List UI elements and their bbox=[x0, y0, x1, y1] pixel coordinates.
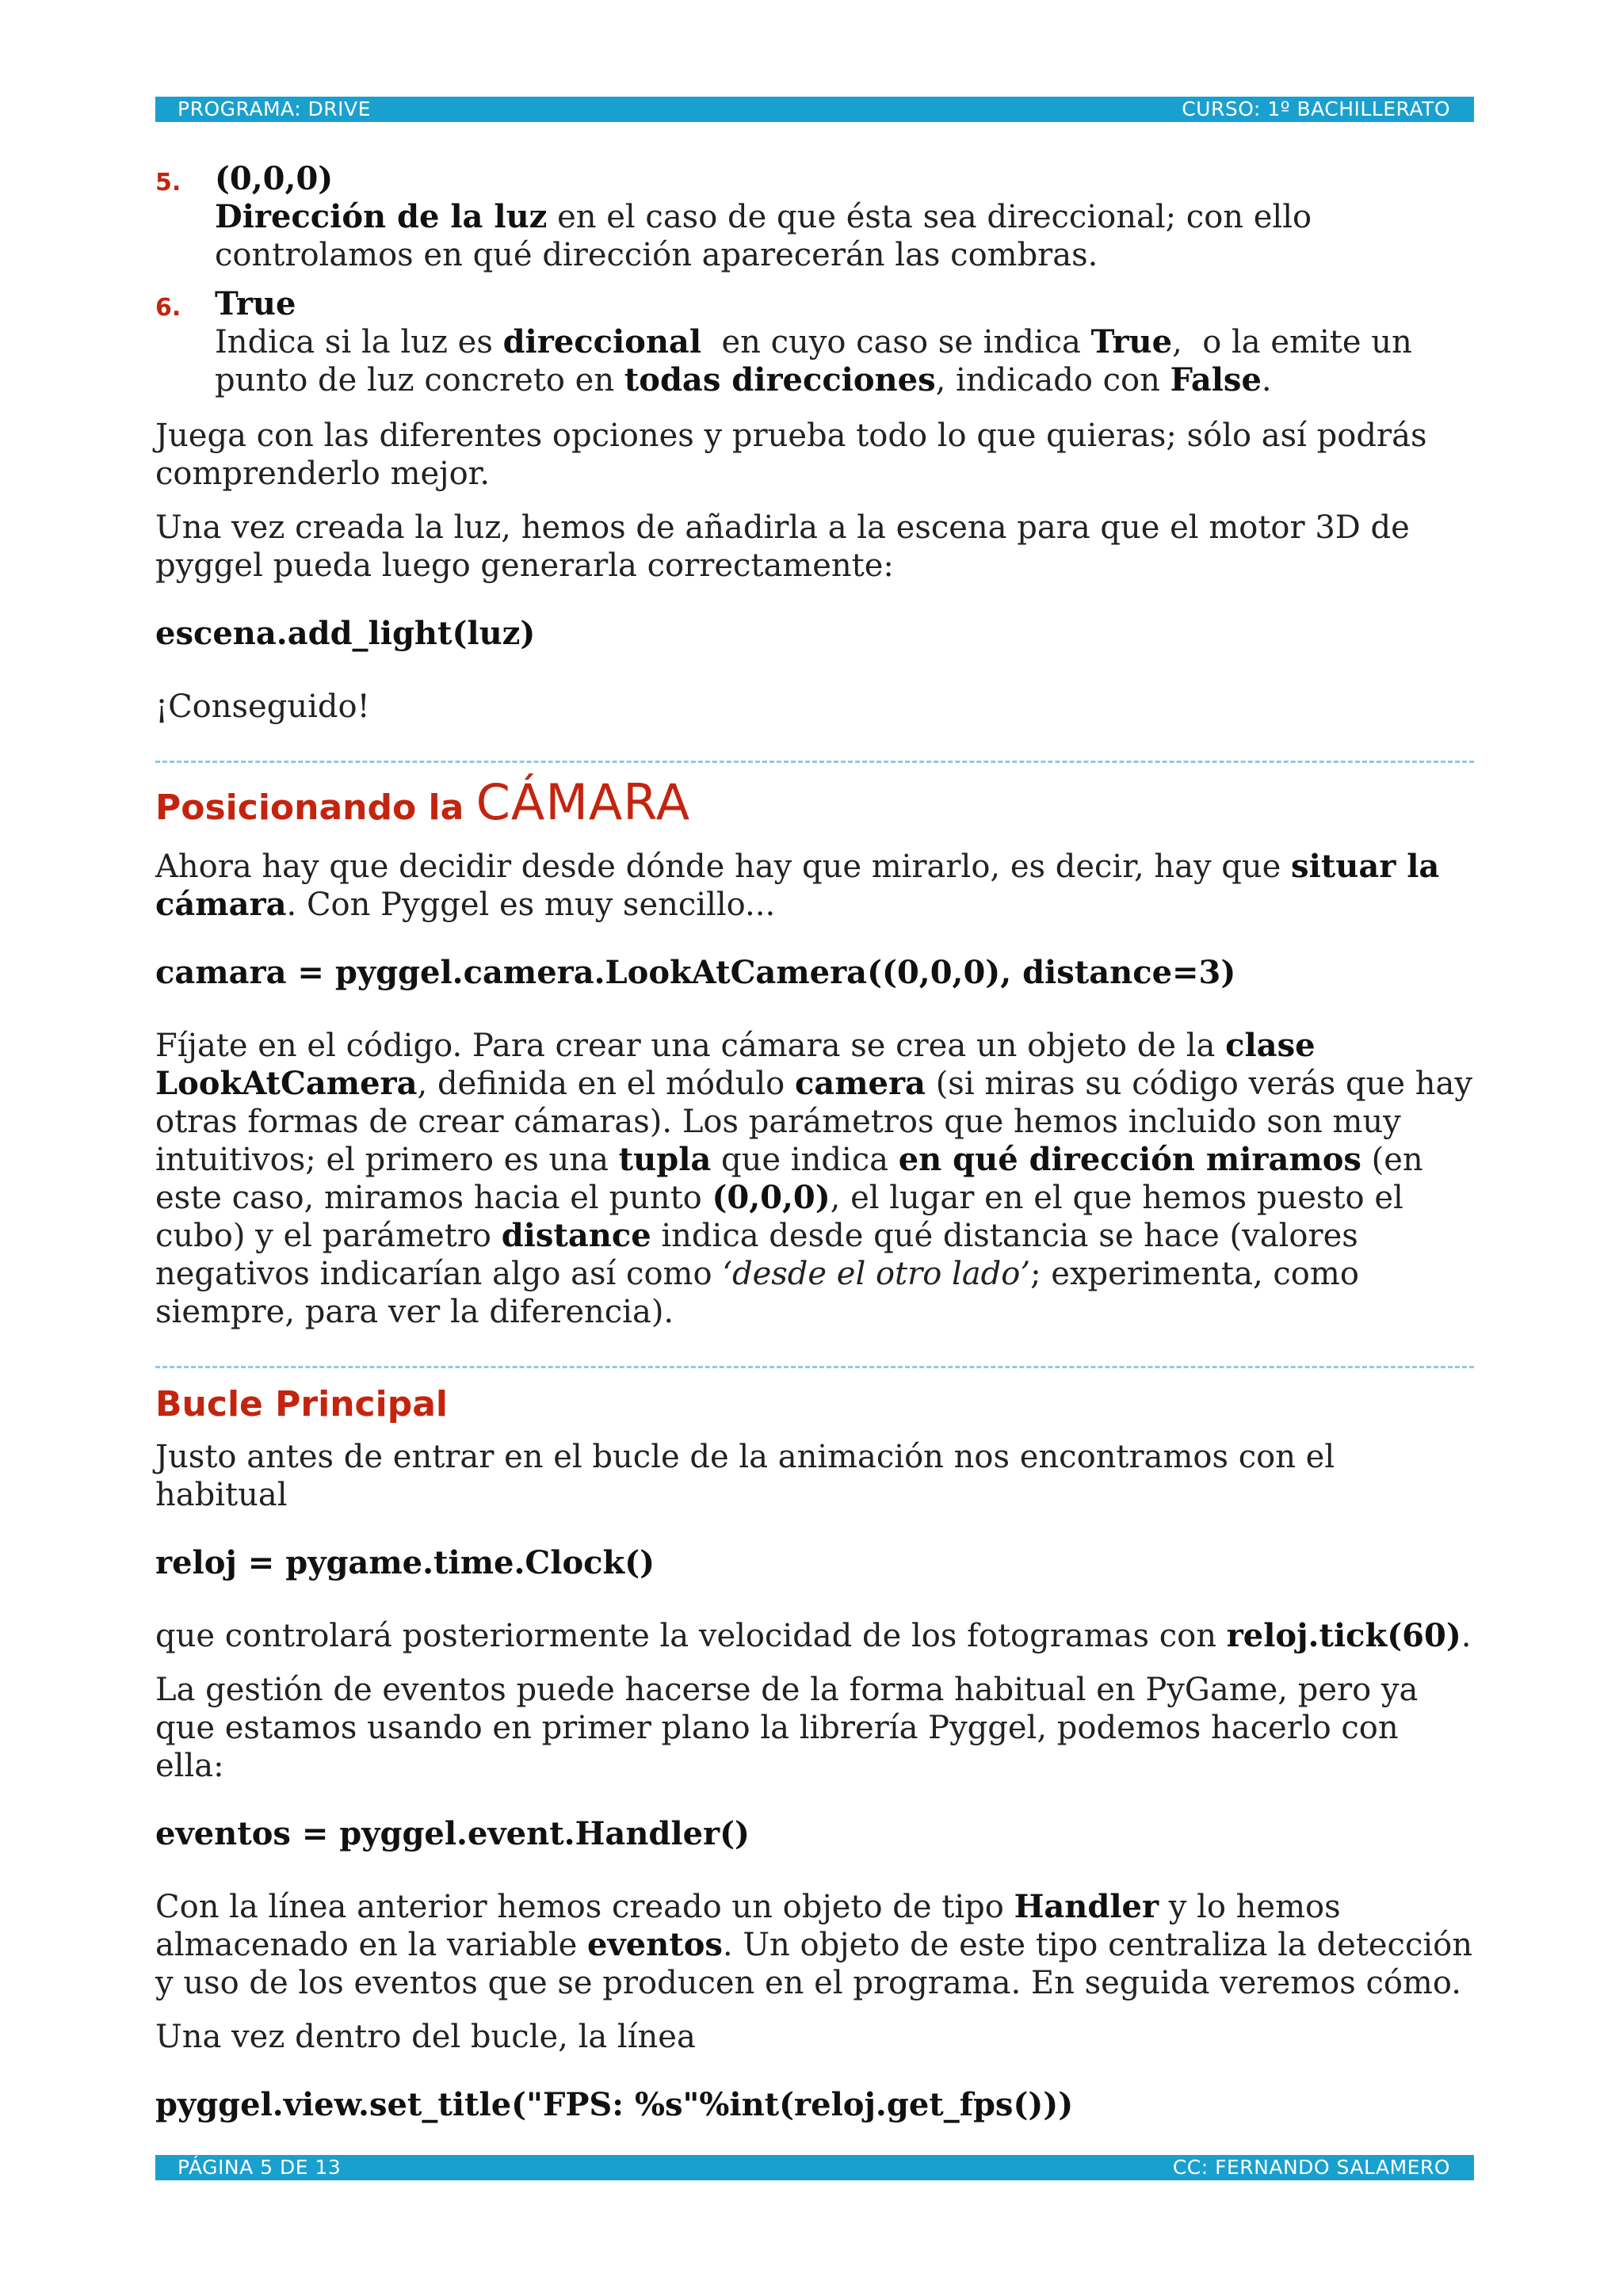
bold: situar la cámara bbox=[155, 848, 1440, 923]
section-divider bbox=[155, 761, 1474, 763]
code-add-light: escena.add_light(luz) bbox=[155, 615, 536, 652]
paragraph-gestion: La gestión de eventos puede hacerse de la forma habitual en PyGame, pero ya que estamos usando en primer plano la librería Pyggel, podemos hacerlo con ella: bbox=[155, 1672, 1419, 1784]
section-divider bbox=[155, 1366, 1474, 1368]
text: indica desde qué distancia se hace (valores negativos indicarían algo así como bbox=[155, 1218, 1358, 1292]
bold: True bbox=[1090, 323, 1173, 360]
text: , indicado con bbox=[935, 362, 1170, 399]
header-course: CURSO: 1º BACHILLERATO bbox=[1182, 97, 1450, 120]
section-title-bucle: Bucle Principal bbox=[155, 1384, 448, 1425]
bold: tupla bbox=[618, 1141, 712, 1178]
bold: en qué dirección miramos bbox=[898, 1141, 1361, 1178]
list-item-5 bbox=[155, 160, 1474, 274]
italic: ‘desde el otro lado’ bbox=[722, 1256, 1031, 1292]
footer-author: CC: FERNANDO SALAMERO bbox=[1172, 2156, 1450, 2179]
code-reloj: reloj = pygame.time.Clock() bbox=[155, 1544, 655, 1581]
paragraph-una-vez: Una vez creada la luz, hemos de añadirla a la escena para que el motor 3D de pyggel pueda luego generarla correctamente: bbox=[155, 509, 1410, 584]
paragraph-una-vez-dentro: Una vez dentro del bucle, la línea bbox=[155, 2019, 696, 2055]
item-bold: Dirección de la luz bbox=[215, 198, 548, 235]
bold: camera bbox=[794, 1065, 926, 1102]
item-body bbox=[215, 323, 1474, 399]
item-number: 5. bbox=[155, 169, 181, 196]
item-text: en el caso de que ésta sea direccional; con ello controlamos en qué dirección aparecerán las combras. bbox=[215, 199, 1312, 273]
title-big: CÁMARA bbox=[475, 773, 691, 831]
footer-page: PÁGINA 5 DE 13 bbox=[178, 2156, 342, 2179]
bold: distance bbox=[501, 1217, 651, 1254]
bold: todas direcciones bbox=[624, 361, 936, 399]
bold: clase LookAtCamera bbox=[155, 1027, 1316, 1102]
text: Fíjate en el código. Para crear una cámara se crea un objeto de la bbox=[155, 1028, 1226, 1064]
text: que controlará posteriormente la velocidad de los fotogramas con bbox=[155, 1618, 1227, 1654]
text: , o la emite un punto de luz concreto en bbox=[215, 324, 1423, 399]
bold: Handler bbox=[1014, 1888, 1159, 1925]
item-heading: (0,0,0) bbox=[215, 160, 334, 197]
paragraph-ahora bbox=[155, 848, 1474, 924]
text: Indica si la luz es bbox=[215, 324, 503, 360]
code-set-title: pyggel.view.set_title("FPS: %s"%int(reloj.get_fps())) bbox=[155, 2086, 1074, 2123]
bold: False bbox=[1170, 361, 1262, 399]
title-prefix: Posicionando la bbox=[155, 788, 476, 828]
paragraph-fijate bbox=[155, 1027, 1474, 1331]
paragraph-conseguido: ¡Conseguido! bbox=[155, 688, 370, 725]
bold: direccional bbox=[502, 323, 702, 360]
code-camera: camara = pyggel.camera.LookAtCamera((0,0,0), distance=3) bbox=[155, 954, 1236, 991]
text: (en este caso, miramos hacia el punto bbox=[155, 1142, 1423, 1216]
code-eventos: eventos = pyggel.event.Handler() bbox=[155, 1815, 750, 1852]
bold: (0,0,0) bbox=[712, 1179, 831, 1216]
text: ; experimenta, como siempre, para ver la diferencia). bbox=[155, 1256, 1359, 1330]
bold: eventos bbox=[587, 1926, 723, 1963]
list-item-6 bbox=[155, 285, 1474, 399]
paragraph-juega: Juega con las diferentes opciones y prueba todo lo que quieras; sólo así podrás comprenderlo mejor. bbox=[155, 418, 1427, 492]
text: . Un objeto de este tipo centraliza la detección y uso de los eventos que se producen en el programa. En seguida veremos cómo. bbox=[155, 1927, 1472, 2001]
paragraph-con-linea bbox=[155, 1888, 1474, 2002]
text: (si miras su código verás que hay otras formas de crear cámaras). Los parámetros que hemos incluido son muy intuitivos; el primero es una bbox=[155, 1066, 1473, 1178]
text: en cuyo caso se indica bbox=[701, 324, 1091, 360]
paragraph-controlara bbox=[155, 1617, 1474, 1655]
header-band bbox=[155, 97, 1474, 122]
item-body bbox=[215, 198, 1474, 274]
paragraph-justo: Justo antes de entrar en el bucle de la animación nos encontramos con el habitual bbox=[155, 1439, 1335, 1513]
bold: reloj.tick(60) bbox=[1226, 1617, 1461, 1654]
text: . bbox=[1461, 1618, 1472, 1654]
text: , definida en el módulo bbox=[417, 1066, 795, 1102]
text: que indica bbox=[711, 1142, 899, 1178]
item-heading: True bbox=[215, 285, 296, 322]
page-content bbox=[155, 160, 1474, 2124]
text: , el lugar en el que hemos puesto el cubo) y el parámetro bbox=[155, 1180, 1403, 1254]
item-number: 6. bbox=[155, 294, 181, 322]
text: Ahora hay que decidir desde dónde hay que mirarlo, es decir, hay que bbox=[155, 849, 1292, 885]
text: Con la línea anterior hemos creado un objeto de tipo bbox=[155, 1889, 1014, 1925]
footer-band bbox=[155, 2155, 1474, 2180]
header-program: PROGRAMA: DRIVE bbox=[178, 97, 371, 120]
text: . bbox=[1261, 362, 1272, 399]
text: . Con Pyggel es muy sencillo... bbox=[286, 887, 776, 923]
text: y lo hemos almacenado en la variable bbox=[155, 1889, 1341, 1963]
section-title-camara bbox=[155, 773, 1474, 832]
